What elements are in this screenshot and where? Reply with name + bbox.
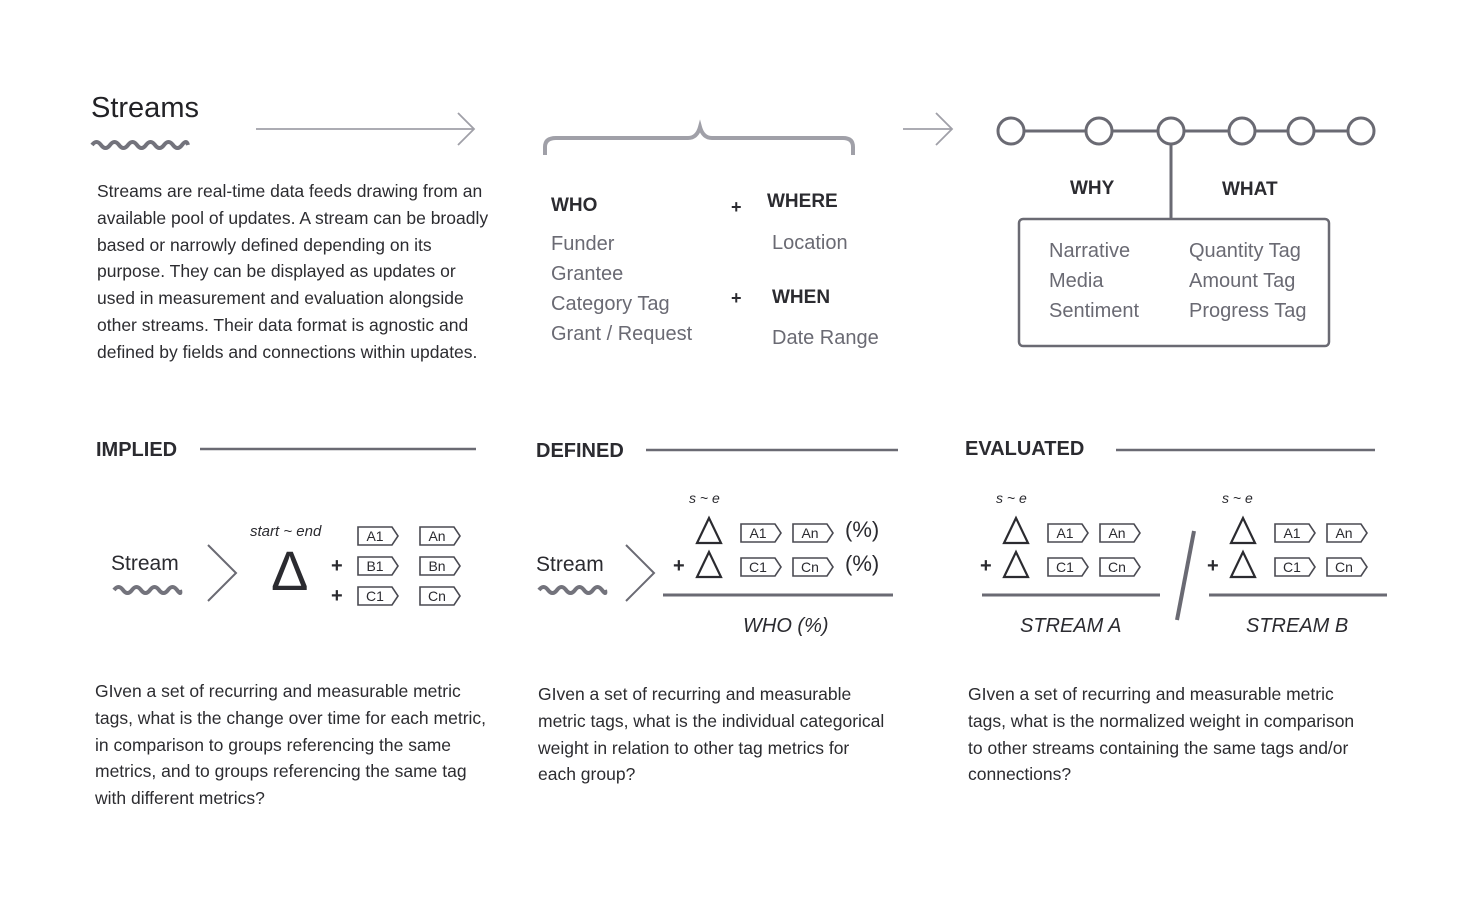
implied-stream-wave xyxy=(114,587,180,593)
implied-plus-1: + xyxy=(331,555,343,577)
defined-chevron-icon xyxy=(626,545,654,601)
what-label: WHAT xyxy=(1222,179,1278,200)
stream-b-label: STREAM B xyxy=(1246,615,1349,637)
tag-c1-implied-text: C1 xyxy=(366,588,384,604)
tag-a1-defined-text: A1 xyxy=(749,525,767,541)
defined-title: DEFINED xyxy=(536,440,624,462)
who-item-grant-request: Grant / Request xyxy=(551,323,693,345)
implied-plus-2: + xyxy=(331,585,343,607)
evaluated-range-a: s ~ e xyxy=(996,490,1027,506)
stream-a-label: STREAM A xyxy=(1020,615,1122,637)
what-item-amount-tag: Amount Tag xyxy=(1189,270,1296,292)
where-item-location: Location xyxy=(772,232,848,254)
defined-plus: + xyxy=(673,555,685,577)
tag-cn-implied-text: Cn xyxy=(428,588,446,604)
tag-cn-stream-a-text: Cn xyxy=(1108,559,1126,575)
defined-percent-2: (%) xyxy=(845,551,880,576)
tag-a1-implied-text: A1 xyxy=(366,528,384,544)
defined-denominator: WHO (%) xyxy=(743,615,829,637)
tag-an-stream-b-text: An xyxy=(1335,525,1353,541)
what-item-progress-tag: Progress Tag xyxy=(1189,300,1307,322)
when-label: WHEN xyxy=(772,287,831,308)
title-wave xyxy=(92,142,188,148)
tag-cn-stream-b-text: Cn xyxy=(1335,559,1353,575)
evaluated-plus-a: + xyxy=(980,555,992,577)
tag-c1-defined-text: C1 xyxy=(749,559,767,575)
curly-brace xyxy=(545,127,853,155)
defined-delta-icon-2 xyxy=(697,552,721,577)
evaluated-title: EVALUATED xyxy=(965,438,1085,460)
division-slash xyxy=(1177,531,1194,620)
page-title: Streams xyxy=(91,92,199,124)
tag-an-implied-text: An xyxy=(428,528,446,544)
tag-a1-stream-a-text: A1 xyxy=(1056,525,1074,541)
evaluated-b-delta-icon-1 xyxy=(1231,518,1255,543)
implied-title: IMPLIED xyxy=(96,439,178,461)
when-item-date-range: Date Range xyxy=(772,327,879,349)
tag-cn-defined-text: Cn xyxy=(801,559,819,575)
implied-stream-label: Stream xyxy=(111,552,179,575)
implied-description: GIven a set of recurring and measurable metric tags, what is the change over time for each metric, in comparison to groups referencing the same metrics, and to groups referencing the same tag with different metrics? xyxy=(95,681,487,809)
tag-an-defined-text: An xyxy=(801,525,819,541)
defined-description: GIven a set of recurring and measurable metric tags, what is the individual categorical weight in relation to other tag metrics for each group? xyxy=(538,684,885,785)
why-label: WHY xyxy=(1070,178,1115,199)
evaluated-range-b: s ~ e xyxy=(1222,490,1253,506)
where-label: WHERE xyxy=(767,191,838,212)
arrow-right-icon xyxy=(256,113,474,145)
who-label: WHO xyxy=(551,195,598,216)
defined-stream-wave xyxy=(539,587,605,593)
evaluated-a-delta-icon-2 xyxy=(1004,552,1028,577)
tag-c1-stream-b-text: C1 xyxy=(1283,559,1301,575)
evaluated-a-delta-icon-1 xyxy=(1004,518,1028,543)
why-item-sentiment: Sentiment xyxy=(1049,300,1140,322)
evaluated-description: GIven a set of recurring and measurable metric tags, what is the normalized weight in comparison to other streams containing the same tags and/or connections? xyxy=(968,684,1355,785)
timeline xyxy=(998,118,1374,219)
tag-a1-stream-b-text: A1 xyxy=(1283,525,1301,541)
tag-b1-implied-text: B1 xyxy=(366,558,384,574)
streams-description: Streams are real-time data feeds drawing from an available pool of updates. A stream can be broadly based or narrowly defined depending on its purpose. They can be displayed as updates or used in measurement and evaluation alongside other streams. Their data format is agnostic and defined by fields and connections within updates. xyxy=(97,181,489,362)
why-what-box xyxy=(1019,219,1329,346)
implied-chevron-icon xyxy=(208,545,236,601)
defined-stream-label: Stream xyxy=(536,553,604,576)
plus-where: + xyxy=(731,197,742,217)
arrow-right-icon-2 xyxy=(903,113,952,145)
tag-c1-stream-a-text: C1 xyxy=(1056,559,1074,575)
who-item-category-tag: Category Tag xyxy=(551,293,670,315)
defined-percent-1: (%) xyxy=(845,517,880,542)
plus-when: + xyxy=(731,288,742,308)
why-item-media: Media xyxy=(1049,270,1104,292)
who-item-grantee: Grantee xyxy=(551,263,624,285)
evaluated-b-delta-icon-2 xyxy=(1231,552,1255,577)
implied-delta: Δ xyxy=(271,539,309,602)
defined-range: s ~ e xyxy=(689,490,720,506)
what-item-quantity-tag: Quantity Tag xyxy=(1189,240,1301,262)
why-item-narrative: Narrative xyxy=(1049,240,1131,262)
tag-pills xyxy=(358,524,1367,605)
tag-an-stream-a-text: An xyxy=(1108,525,1126,541)
who-item-funder: Funder xyxy=(551,233,615,255)
tag-bn-implied-text: Bn xyxy=(428,558,446,574)
evaluated-plus-b: + xyxy=(1207,555,1219,577)
defined-delta-icon-1 xyxy=(697,518,721,543)
implied-range: start ~ end xyxy=(250,523,322,540)
